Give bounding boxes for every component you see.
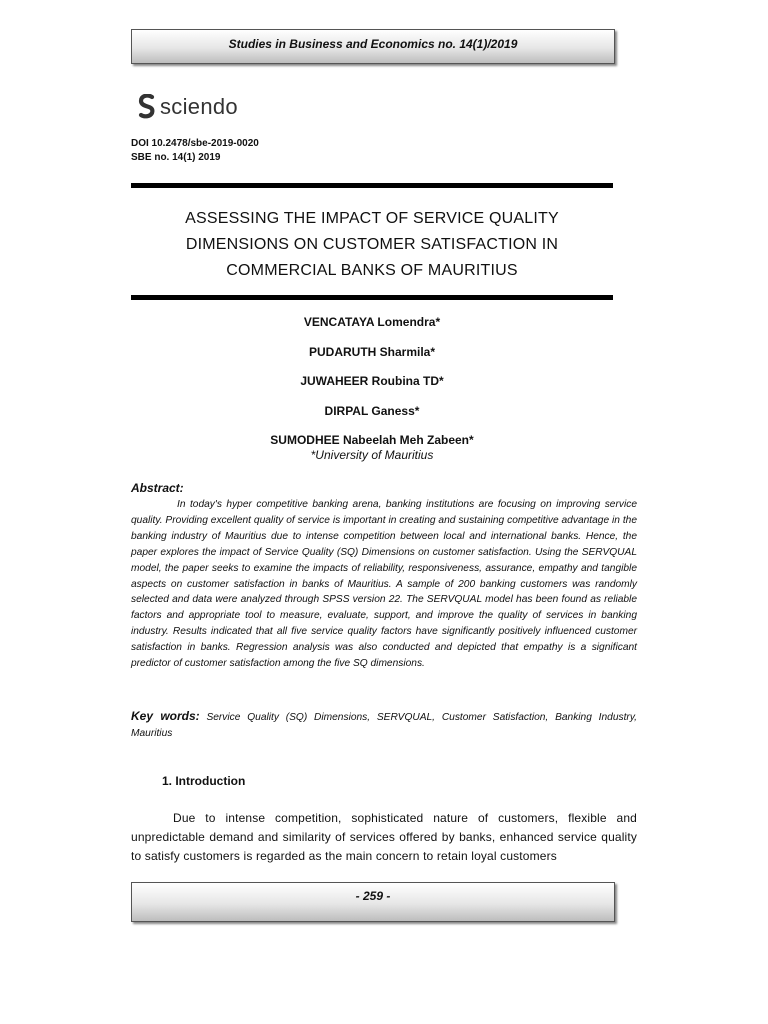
sciendo-logo-icon: [138, 94, 156, 120]
keywords-label: Key words:: [131, 709, 200, 723]
page-number: - 259 -: [355, 889, 391, 903]
abstract-heading: Abstract:: [131, 481, 184, 495]
title-bottom-rule: [131, 295, 613, 300]
introduction-text: Due to intense competition, sophisticated nature of customers, flexible and unpredictable demand and similarity of services offered by banks, enhanced service quality to satisfy customers is regarded as the main concern to retain loyal customers: [131, 811, 637, 863]
affiliation: *University of Mauritius: [310, 448, 434, 462]
doi-text: DOI 10.2478/sbe-2019-0020: [131, 138, 259, 149]
title-line-3: COMMERCIAL BANKS OF MAURITIUS: [226, 262, 518, 279]
issue-text: SBE no. 14(1) 2019: [131, 152, 221, 163]
sciendo-logo-text: sciendo: [160, 94, 238, 119]
author-5: SUMODHEE Nabeelah Meh Zabeen*: [270, 433, 474, 447]
article-meta: [131, 137, 259, 165]
author-3: JUWAHEER Roubina TD*: [300, 374, 444, 388]
sciendo-logo: [138, 92, 238, 122]
author-1: VENCATAYA Lomendra*: [303, 315, 441, 329]
abstract-text: In today's hyper competitive banking arena, banking institutions are focusing on improving service quality. Providing excellent quality of service is important in creating and sustaining competitive advantage in the banking industry of Mauritius due to intense competition between local and international banks. Hence, the paper explores the impact of Service Quality (SQ) Dimensions on customer satisfaction. Using the SERVQUAL model, the paper seeks to examine the impacts of reliability, responsiveness, assurance, empathy and tangible aspects on customer satisfaction in banks of Mauritius. A sample of 200 banking customers was randomly selected and data were analyzed through SPSS version 22. The SERVQUAL model has been found as reliable factors and appropriate tool to measure, evaluate, support, and improve the quality of services in banking industry. Results indicated that all five service quality factors have significantly positively influenced customer satisfaction in banks. Regression analysis was also conducted and depicted that empathy is a significant predictor of customer satisfaction among the five SQ dimensions.: [131, 499, 637, 670]
title-line-2: DIMENSIONS ON CUSTOMER SATISFACTION IN: [185, 236, 559, 253]
title-top-rule: [131, 183, 613, 188]
author-2: PUDARUTH Sharmila*: [308, 345, 436, 359]
title-line-1: ASSESSING THE IMPACT OF SERVICE QUALITY: [185, 210, 559, 227]
introduction-heading: 1. Introduction: [162, 774, 246, 788]
author-4: DIRPAL Ganess*: [324, 404, 420, 418]
keywords-text: Service Quality (SQ) Dimensions, SERVQUAL, Customer Satisfaction, Banking Industry, Mauritius: [131, 712, 637, 739]
journal-title: Studies in Business and Economics no. 14(1)/2019: [228, 37, 518, 51]
journal-header-banner: [131, 29, 615, 64]
keywords: [131, 708, 637, 742]
page-footer-banner: [131, 882, 615, 922]
article-title: [131, 206, 613, 284]
